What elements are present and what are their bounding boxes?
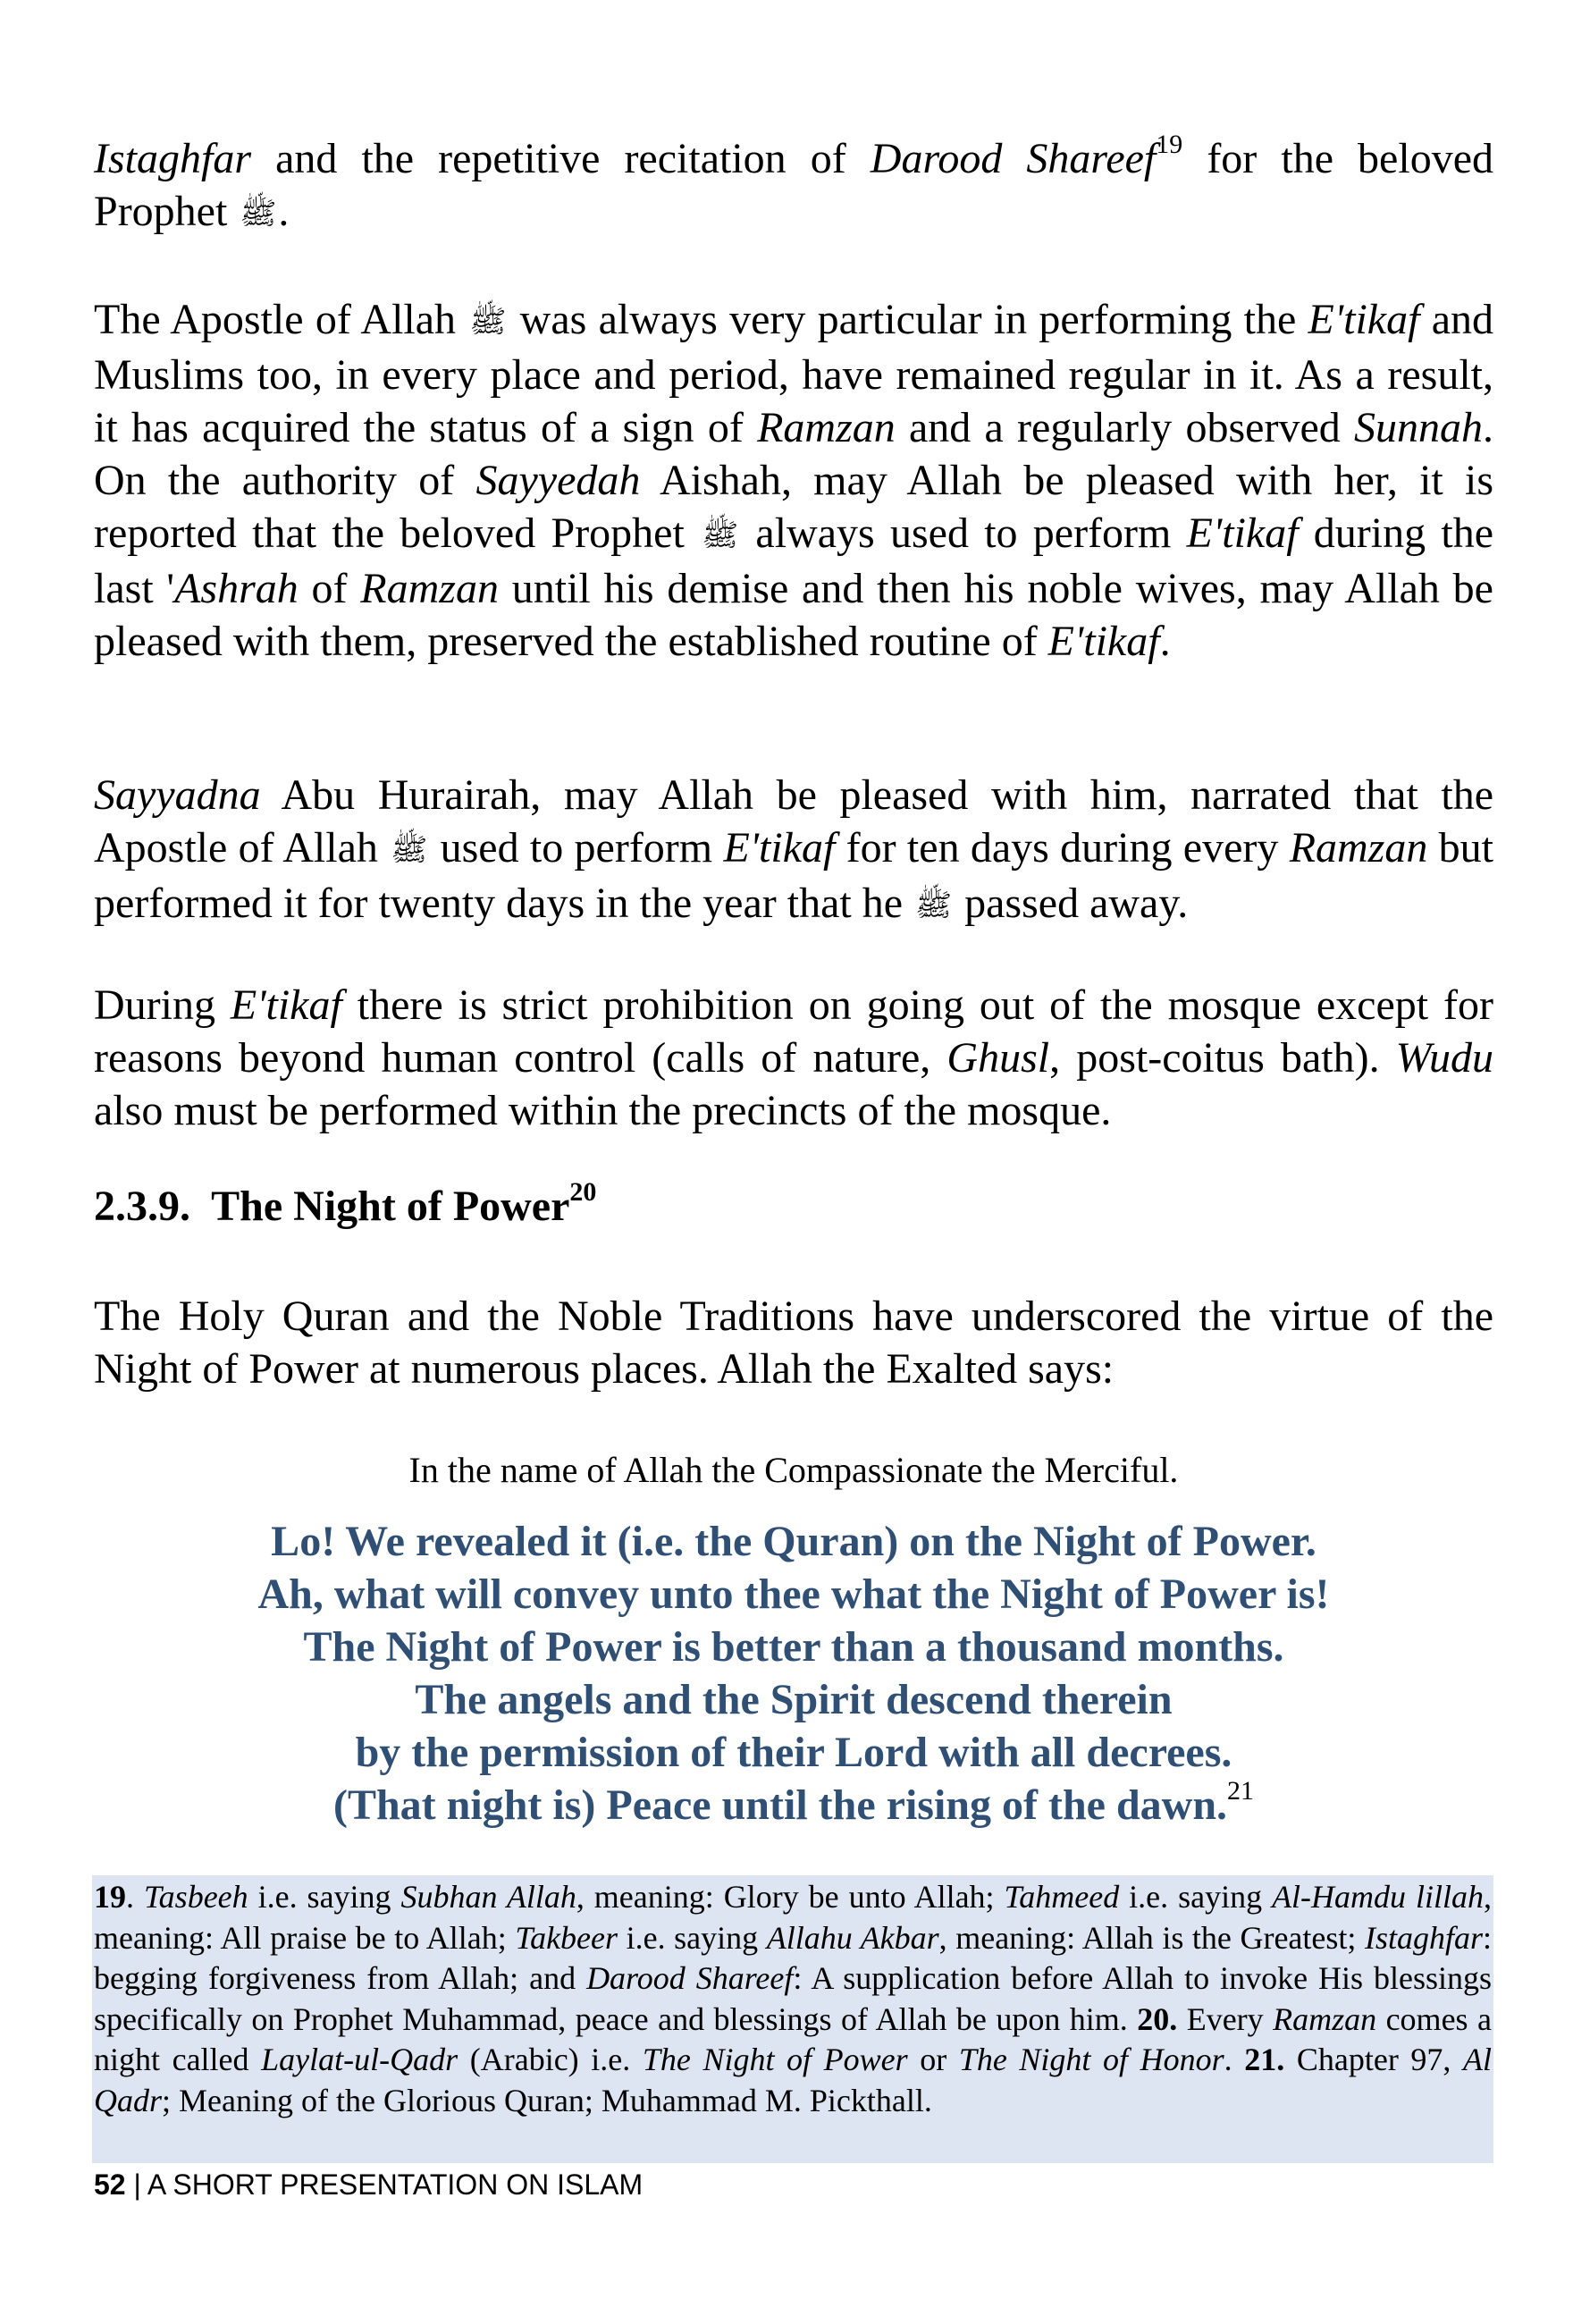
verse-line: The Night of Power is better than a thousand months. xyxy=(303,1623,1284,1671)
text-run: . xyxy=(278,188,290,235)
italic-term: E'tikaf xyxy=(1308,296,1420,343)
text-run: During xyxy=(94,981,231,1029)
italic-term: The Night of Power xyxy=(642,2042,908,2077)
italic-term: Ghusl xyxy=(946,1034,1050,1082)
paragraph-istighfar xyxy=(94,132,1493,240)
footnote-number: 21. xyxy=(1244,2042,1285,2077)
text-run: The Apostle of Allah xyxy=(94,296,468,343)
text-run: and Muslims too, in every place and period, have remained regular in it. As a result, it has acquired the status of a sign of xyxy=(94,296,1494,451)
text-run: but performed it for twenty days in the year that he xyxy=(94,824,1493,927)
italic-term: The Night of Honor xyxy=(958,2042,1224,2077)
footnote-ref-19[interactable]: 19 xyxy=(1156,130,1183,159)
quran-verses xyxy=(94,1515,1493,1831)
text-run: also must be performed within the precincts of the mosque. xyxy=(94,1087,1112,1134)
paragraph-etikaf-rules xyxy=(94,979,1493,1137)
text-run: , meaning: Glory be unto Allah; xyxy=(576,1879,1005,1915)
text-run: and a regularly observed xyxy=(895,404,1354,451)
section-number: 2.3.9. xyxy=(94,1183,190,1230)
verse-line: The angels and the Spirit descend therein xyxy=(415,1676,1173,1723)
text-run: . xyxy=(1159,618,1171,665)
text-run: for the beloved Prophet xyxy=(94,135,1493,235)
italic-term: E'tikaf xyxy=(1047,618,1160,665)
italic-term: Takbeer xyxy=(515,1919,618,1956)
salutation-symbol-icon: ﷺ xyxy=(240,196,277,232)
text-run: , meaning: All praise be to Allah; xyxy=(94,1879,1493,1956)
text-run: Chapter 97, xyxy=(1284,2042,1463,2077)
salutation-symbol-icon: ﷺ xyxy=(702,518,739,553)
text-run: . xyxy=(1224,2042,1245,2077)
footnote-ref-21[interactable]: 21 xyxy=(1227,1776,1255,1806)
text-run: always used to perform xyxy=(740,509,1187,557)
italic-term: Tasbeeh xyxy=(143,1879,248,1915)
text-run: of xyxy=(298,565,361,612)
italic-term: E'tikaf xyxy=(1186,509,1299,557)
italic-term: Sayyedah xyxy=(475,457,641,504)
section-heading xyxy=(94,1177,1493,1234)
salutation-symbol-icon: ﷺ xyxy=(915,888,953,923)
salutation-symbol-icon: ﷺ xyxy=(469,304,507,340)
italic-term: E'tikaf xyxy=(723,824,836,872)
verse-line: Lo! We revealed it (i.e. the Quran) on the Night of Power. xyxy=(271,1518,1316,1565)
text-run: Aishah, may Allah be pleased with her, it is reported that the beloved Prophet xyxy=(94,457,1494,557)
text-run: Every xyxy=(1177,2000,1274,2037)
book-title: A SHORT PRESENTATION ON ISLAM xyxy=(147,2168,644,2201)
text-run: i.e. saying xyxy=(618,1919,767,1956)
verse-line: Ah, what will convey unto thee what the Night of Power is! xyxy=(257,1570,1330,1618)
italic-term: Subhan Allah xyxy=(400,1879,576,1915)
footnote-number: 20. xyxy=(1137,2000,1178,2037)
italic-term: Sayyadna xyxy=(94,771,261,819)
basmala: In the name of Allah the Compassionate the Merciful. xyxy=(408,1450,1179,1490)
text-run: , meaning: Allah is the Greatest; xyxy=(938,1919,1365,1956)
text-run: or xyxy=(907,2042,959,2077)
text-run: was always very particular in performing the xyxy=(508,296,1308,343)
paragraph-etikaf-practice xyxy=(94,293,1493,668)
text-run: passed away. xyxy=(954,880,1189,927)
paragraph-abu-hurairah xyxy=(94,769,1493,932)
italic-term: Al-Hamdu lillah xyxy=(1272,1879,1485,1915)
text-run: Abu Hurairah, may Allah be pleased with him, narrated that the Apostle of Allah xyxy=(94,771,1493,872)
text-run: i.e. saying xyxy=(1119,1879,1273,1915)
salutation-symbol-icon: ﷺ xyxy=(391,832,428,868)
section-title: The Night of Power xyxy=(211,1183,570,1230)
italic-term: Ramzan xyxy=(360,565,499,612)
italic-term: Darood Shareef xyxy=(586,1960,794,1996)
text-run: until his demise and then his noble wives, may Allah be pleased with them, preserved the established routine of xyxy=(94,565,1493,665)
text-run: and the repetitive recitation of xyxy=(251,135,871,182)
text-run: i.e. saying xyxy=(248,1879,401,1915)
verse-line-text: (That night is) Peace until the rising of the dawn. xyxy=(332,1781,1228,1829)
italic-term: Istaghfar xyxy=(1364,1919,1483,1956)
verse-line: by the permission of their Lord with all decrees. xyxy=(355,1729,1232,1776)
footnote-number: 19 xyxy=(94,1879,126,1915)
text-run: there is strict prohibition on going out of the mosque except for reasons beyond human control (calls of nature, xyxy=(94,981,1494,1082)
text-run: : A supplication before Allah to invoke His blessings specifically on Prophet Muhammad, peace and blessings of Allah be upon him. xyxy=(94,1960,1492,2037)
italic-term: E'tikaf xyxy=(230,981,342,1029)
italic-term: Al Qadr xyxy=(94,2042,1492,2118)
paragraph-night-of-power-intro: The Holy Quran and the Noble Traditions have underscored the virtue of the Night of Power at numerous places. Allah the Exalted says: xyxy=(94,1293,1493,1393)
italic-term: Allahu Akbar xyxy=(766,1919,939,1956)
text-run: . On the authority of xyxy=(94,404,1493,504)
italic-term: Wudu xyxy=(1395,1034,1494,1082)
text-run: comes a night called xyxy=(94,2000,1492,2077)
footer-separator: | xyxy=(125,2168,147,2201)
italic-term: Ashrah xyxy=(174,565,299,612)
text-run: used to perform xyxy=(429,824,724,872)
italic-term: Ramzan xyxy=(1289,824,1428,872)
italic-term: Tahmeed xyxy=(1004,1879,1120,1915)
page-number: 52 xyxy=(94,2168,126,2201)
italic-term: Ramzan xyxy=(1273,2000,1377,2037)
text-run: , post-coitus bath). xyxy=(1049,1034,1396,1082)
italic-term: Ramzan xyxy=(757,404,896,451)
italic-term: Laylat-ul-Qadr xyxy=(261,2042,458,2077)
verse-line-last xyxy=(94,1776,1493,1831)
text-run: : begging forgiveness from Allah; and xyxy=(94,1919,1492,1996)
footnotes-box: 19. Tasbeeh i.e. saying Subhan Allah, meaning: Glory be unto Allah; Tahmeed i.e. saying Al-Hamdu lillah, meaning: All praise be to Allah; Takbeer i.e. saying Allahu Akbar, meaning: Allah is the Greatest; Istaghfar: begging forgiveness from Allah; and Darood Shareef: A supplication before Allah to invoke His blessings specifically on Prophet Muhammad, peace and blessings of Allah be upon him. 20. Every Ramzan comes a night called Laylat-ul-Qadr (Arabic) i.e. The Night of Power or The Night of Honor. 21. Chapter 97, Al Qadr; Meaning of the Glorious Quran; Muhammad M. Pickthall. xyxy=(92,1875,1493,2163)
italic-term: Darood Shareef xyxy=(870,135,1157,182)
text-run: for ten days during every xyxy=(835,824,1290,872)
text-run: during the last ' xyxy=(94,509,1494,612)
footnote-ref-20[interactable]: 20 xyxy=(569,1177,597,1207)
text-run: (Arabic) i.e. xyxy=(458,2042,643,2077)
page-footer xyxy=(94,2167,643,2202)
italic-term: Istaghfar xyxy=(94,135,252,182)
italic-term: Sunnah xyxy=(1354,404,1483,451)
text-run: ; Meaning of the Glorious Quran; Muhammad M. Pickthall. xyxy=(162,2082,932,2118)
